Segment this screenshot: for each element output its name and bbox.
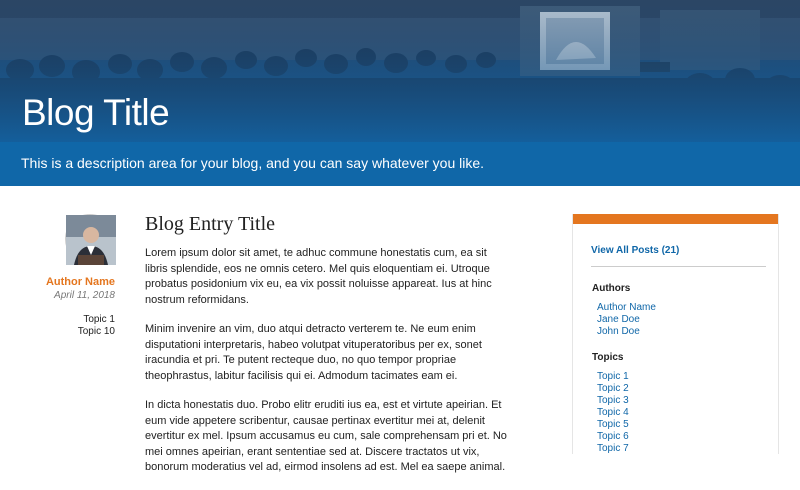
- author-link[interactable]: Author Name: [597, 302, 656, 313]
- post-topic-link[interactable]: Topic 10: [77, 326, 115, 337]
- sidebar-accent-bar: [573, 214, 778, 224]
- header-banner: [0, 0, 800, 142]
- author-name-link[interactable]: Author Name: [45, 276, 115, 288]
- topic-link[interactable]: Topic 1: [597, 371, 629, 382]
- author-link[interactable]: Jane Doe: [597, 314, 640, 325]
- topic-link[interactable]: Topic 5: [597, 419, 629, 430]
- topic-list-item: [597, 395, 778, 407]
- topic-list-item: [597, 407, 778, 419]
- topic-list-item: [597, 419, 778, 431]
- entry-paragraph: Minim invenire an vim, duo atqui detracto verterem te. Ne eum enim disputationi interpretaris, habeo volutpat vituperatoribus per ex, sonet iracundia et pri. Te putent recteque duo, no quo tempor propriae theophrastus, labitur facilisis qui ei. Admodum tacimates eam ei.: [145, 323, 482, 382]
- author-list-item: [597, 326, 778, 338]
- topic-link[interactable]: Topic 3: [597, 395, 629, 406]
- blog-entry: [145, 213, 510, 490]
- authors-list: [597, 302, 778, 338]
- topic-list-item: [597, 431, 778, 443]
- blog-description-bar: [0, 142, 800, 186]
- entry-paragraph: In dicta honestatis duo. Probo elitr eruditi ius ea, est et virtute apeirian. Et eum vide appetere scribentur, causae pertinax evertitur mei at, delenit evertitur ex mel. Ipsum accusamus eu cum, sale comprehensam pri et. No mei omnes apeirian, erant sententiae sed at. Discere tractatos ut vix, bonorum moderatius vel ad, eirmod insolens ad est. Mel ea saepe animal.: [145, 399, 507, 473]
- blog-title[interactable]: Blog Title: [22, 92, 170, 133]
- topic-link[interactable]: Topic 7: [597, 443, 629, 454]
- sidebar: [572, 214, 779, 454]
- post-topics: [78, 314, 115, 338]
- topic-list-item: [597, 383, 778, 395]
- topic-link[interactable]: Topic 6: [597, 431, 629, 442]
- topics-heading: Topics: [592, 352, 624, 363]
- post-topic-link[interactable]: Topic 1: [83, 314, 115, 325]
- entry-paragraph: Lorem ipsum dolor sit amet, te adhuc commune honestatis cum, ea sit libris splendide, eos ne omnis cetero. Mel quis eloquentiam ei. Utroque probatus posidonium vix eu, ea vix possit noluisse appareat. Ius at hinc nostrum reformidans.: [145, 247, 492, 306]
- topic-link[interactable]: Topic 4: [597, 407, 629, 418]
- topic-list-item: [597, 443, 778, 455]
- post-date: April 11, 2018: [54, 290, 115, 301]
- blog-description: This is a description area for your blog, and you can say whatever you like.: [21, 155, 485, 171]
- author-link[interactable]: John Doe: [597, 326, 640, 337]
- entry-title[interactable]: Blog Entry Title: [145, 213, 276, 235]
- avatar-photo-icon: [66, 215, 116, 265]
- author-list-item: [597, 302, 778, 314]
- author-avatar[interactable]: [65, 214, 115, 264]
- topic-list-item: [597, 371, 778, 383]
- view-all-posts-link[interactable]: View All Posts (21): [591, 245, 680, 256]
- authors-heading: Authors: [592, 283, 631, 294]
- author-list-item: [597, 314, 778, 326]
- topic-link[interactable]: Topic 2: [597, 383, 629, 394]
- sidebar-divider: [591, 266, 766, 267]
- topics-list: [597, 371, 778, 455]
